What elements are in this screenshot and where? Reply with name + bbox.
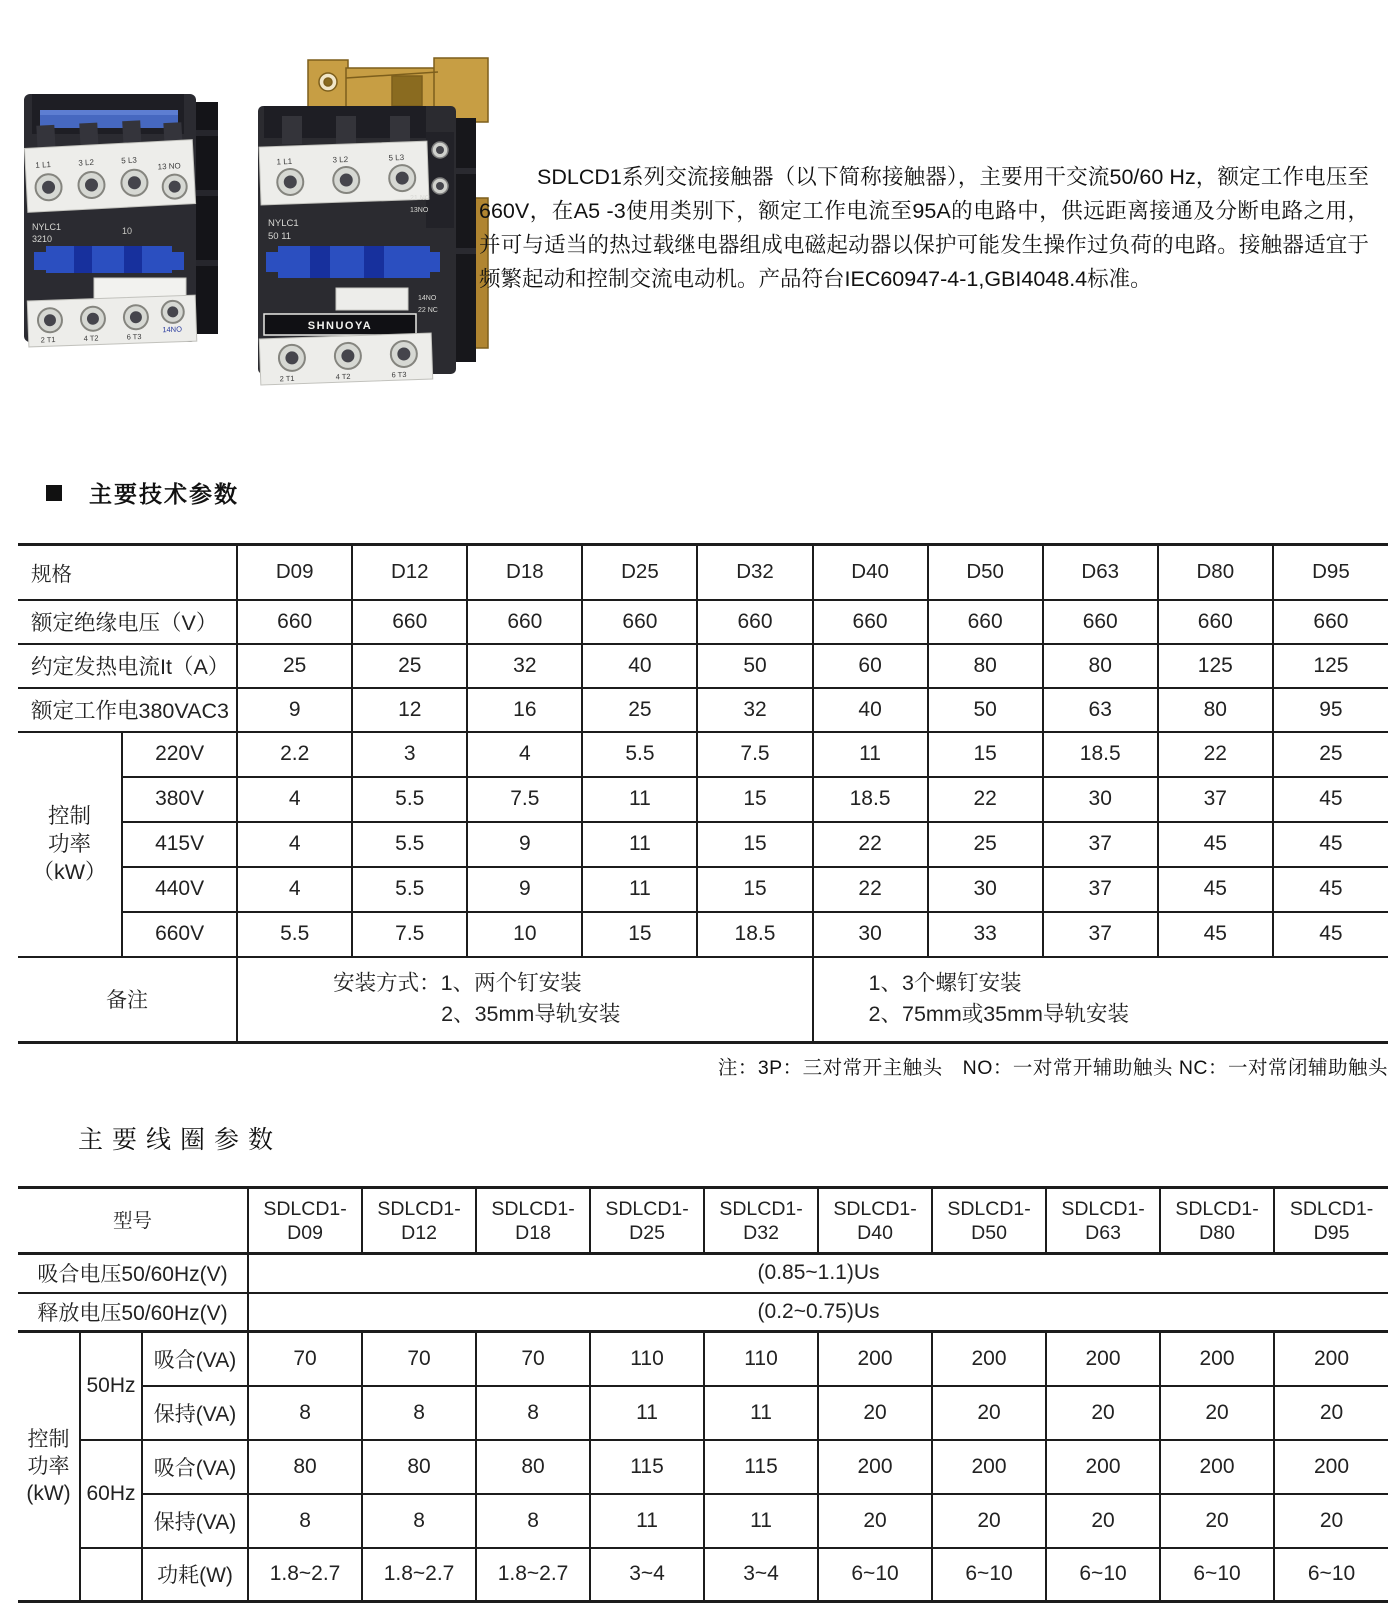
value-cell: D80 — [1158, 545, 1273, 600]
value-cell: 11 — [704, 1494, 818, 1548]
value-cell: 660 — [352, 600, 467, 644]
value-cell: 20 — [1160, 1494, 1274, 1548]
value-cell: 40 — [582, 644, 697, 688]
aux-label: 14NO — [418, 295, 437, 302]
value-cell: 11 — [813, 732, 928, 777]
value-cell: 4 — [237, 867, 352, 912]
value-cell: 15 — [928, 732, 1043, 777]
value-cell: 80 — [476, 1440, 590, 1494]
table-row-release-voltage — [18, 1293, 1388, 1332]
value-cell: 45 — [1273, 777, 1388, 822]
value-cell: 22 — [813, 822, 928, 867]
value-cell: 20 — [818, 1494, 932, 1548]
value-cell: 2.2 — [237, 732, 352, 777]
value-cell: 25 — [237, 644, 352, 688]
value-cell: 25 — [352, 644, 467, 688]
brand-label: SHNUOYA — [307, 320, 373, 332]
value-cell: 5.5 — [352, 777, 467, 822]
value-cell: 11 — [704, 1386, 818, 1440]
value-cell: 200 — [932, 1332, 1046, 1386]
terminal-label: 5 L3 — [388, 153, 405, 163]
value-cell: 70 — [362, 1332, 476, 1386]
value-cell: 5.5 — [582, 732, 697, 777]
table-row-pickup-voltage — [18, 1254, 1388, 1293]
value-cell: 37 — [1043, 822, 1158, 867]
section-title-coil-params: 主要线圈参数 — [78, 1126, 283, 1154]
table-row — [18, 1548, 1388, 1602]
row-label: 额定工作电380VAC3 — [18, 688, 237, 732]
model-header-cell: SDLCD1- D18 — [476, 1188, 590, 1254]
tech-params-table — [18, 543, 1388, 1044]
model-header-cell: SDLCD1- D32 — [704, 1188, 818, 1254]
terminal-label: 6 T3 — [391, 369, 407, 380]
value-cell: 6~10 — [932, 1548, 1046, 1602]
sub-row-label: 吸合(VA) — [142, 1440, 248, 1494]
table-row — [18, 688, 1388, 732]
value-cell: 8 — [362, 1494, 476, 1548]
value-cell: 660 — [1158, 600, 1273, 644]
value-cell: 25 — [582, 688, 697, 732]
value-cell: D32 — [697, 545, 812, 600]
table-row-remark — [18, 957, 1388, 1043]
value-cell: 18.5 — [813, 777, 928, 822]
value-cell: 80 — [248, 1440, 362, 1494]
value-cell: 10 — [467, 912, 582, 957]
model-header-cell: SDLCD1- D25 — [590, 1188, 704, 1254]
remark-mounting-small: 安装方式：1、两个钉安装 2、35mm导轨安装 — [237, 957, 812, 1043]
table-row — [18, 822, 1388, 867]
value-cell: 30 — [928, 867, 1043, 912]
value-cell: 12 — [352, 688, 467, 732]
value-cell: 15 — [697, 777, 812, 822]
section-title: 主要技术参数 — [89, 481, 239, 507]
value-cell: 18.5 — [1043, 732, 1158, 777]
value-cell: 20 — [932, 1494, 1046, 1548]
value-cell: 125 — [1158, 644, 1273, 688]
model-header-cell: SDLCD1- D12 — [362, 1188, 476, 1254]
value-cell: D25 — [582, 545, 697, 600]
terminal-label: 6 T3 — [126, 332, 142, 342]
value-cell: 9 — [467, 867, 582, 912]
model-header-cell: SDLCD1- D63 — [1046, 1188, 1160, 1254]
value-cell: 6~10 — [1046, 1548, 1160, 1602]
terminal-label: 4 T2 — [335, 371, 351, 382]
value-cell: 20 — [1160, 1386, 1274, 1440]
value-cell: 3~4 — [590, 1548, 704, 1602]
value-cell: 11 — [582, 867, 697, 912]
value-cell: 20 — [1046, 1494, 1160, 1548]
value-cell: 20 — [818, 1386, 932, 1440]
terminal-label: 2 T1 — [40, 335, 56, 345]
table-row — [18, 644, 1388, 688]
value-cell: 95 — [1273, 688, 1388, 732]
value-cell: 80 — [928, 644, 1043, 688]
value-cell: 3 — [352, 732, 467, 777]
value-cell: 15 — [582, 912, 697, 957]
value-cell: 9 — [467, 822, 582, 867]
value-cell: 8 — [476, 1386, 590, 1440]
value-cell: 20 — [932, 1386, 1046, 1440]
value-cell: 22 — [928, 777, 1043, 822]
value-cell: D12 — [352, 545, 467, 600]
sub-row-label: 吸合(VA) — [142, 1332, 248, 1386]
terminal-label: 4 T2 — [83, 333, 99, 344]
model-header-cell: SDLCD1- D09 — [248, 1188, 362, 1254]
coil-params-table — [18, 1186, 1388, 1603]
model-label: NYLC1 — [268, 218, 299, 229]
value-cell: 5.5 — [352, 867, 467, 912]
group-label-control-power: 控制 功率 (kW) — [18, 1332, 80, 1602]
value-cell: 80 — [1158, 688, 1273, 732]
value-cell: 660 — [813, 600, 928, 644]
table-row — [18, 1332, 1388, 1386]
value-cell: 11 — [582, 777, 697, 822]
value-cell: 660 — [237, 600, 352, 644]
value-cell: 50 — [928, 688, 1043, 732]
value-cell: 45 — [1273, 822, 1388, 867]
value-cell: 22 — [813, 867, 928, 912]
value-cell: D09 — [237, 545, 352, 600]
value-cell: 200 — [932, 1440, 1046, 1494]
release-voltage-value: (0.2~0.75)Us — [248, 1293, 1388, 1332]
value-cell: 200 — [818, 1332, 932, 1386]
table-row — [18, 1440, 1388, 1494]
row-label: 吸合电压50/60Hz(V) — [18, 1254, 248, 1293]
value-cell: 32 — [467, 644, 582, 688]
value-cell: 70 — [476, 1332, 590, 1386]
contactor-small-illustration — [18, 80, 240, 356]
table-row — [18, 1386, 1388, 1440]
value-cell: 8 — [476, 1494, 590, 1548]
value-cell: 660 — [582, 600, 697, 644]
group-label-control-power: 控制 功率 （kW） — [18, 732, 122, 957]
table-footnote: 注：3P：三对常开主触头 NO：一对常开辅助触头 NC：一对常闭辅助触头 — [717, 1057, 1388, 1079]
value-cell: 6~10 — [1160, 1548, 1274, 1602]
value-cell: 4 — [467, 732, 582, 777]
value-cell: 8 — [248, 1386, 362, 1440]
sub-row-label: 保持(VA) — [142, 1386, 248, 1440]
value-cell: 11 — [582, 822, 697, 867]
value-cell: 4 — [237, 822, 352, 867]
value-cell: 110 — [590, 1332, 704, 1386]
value-cell: 20 — [1274, 1494, 1388, 1548]
terminal-label: 3 L2 — [78, 157, 95, 168]
sub-row-label: 660V — [122, 912, 237, 957]
value-cell: 33 — [928, 912, 1043, 957]
value-cell: 660 — [1273, 600, 1388, 644]
value-cell: 25 — [1273, 732, 1388, 777]
terminal-label: 2 T1 — [279, 373, 295, 384]
value-cell: 45 — [1273, 912, 1388, 957]
sub-row-label: 415V — [122, 822, 237, 867]
model-label: NYLC1 — [32, 222, 62, 232]
table-row — [18, 600, 1388, 644]
value-cell: 6~10 — [818, 1548, 932, 1602]
terminal-label: 5 L3 — [121, 155, 138, 166]
sub-row-label: 440V — [122, 867, 237, 912]
value-cell: 8 — [362, 1386, 476, 1440]
value-cell: 125 — [1273, 644, 1388, 688]
value-cell: 15 — [697, 822, 812, 867]
value-cell: 50 — [697, 644, 812, 688]
contactor-photo-small — [18, 80, 240, 361]
value-cell: 30 — [1043, 777, 1158, 822]
value-cell: 25 — [928, 822, 1043, 867]
row-label: 释放电压50/60Hz(V) — [18, 1293, 248, 1332]
aux-label: 21 NC — [410, 195, 430, 202]
value-cell: 200 — [1046, 1440, 1160, 1494]
value-cell: 1.8~2.7 — [362, 1548, 476, 1602]
value-cell: D63 — [1043, 545, 1158, 600]
sub-row-label: 保持(VA) — [142, 1494, 248, 1548]
value-cell: 7.5 — [697, 732, 812, 777]
row-label: 规格 — [18, 545, 237, 600]
model-header-cell: SDLCD1- D50 — [932, 1188, 1046, 1254]
sub-row-label: 220V — [122, 732, 237, 777]
model-header-cell: SDLCD1- D40 — [818, 1188, 932, 1254]
contactor-photo-large — [252, 48, 494, 395]
value-cell: 200 — [1160, 1440, 1274, 1494]
row-label: 备注 — [18, 957, 237, 1043]
pickup-voltage-value: (0.85~1.1)Us — [248, 1254, 1388, 1293]
freq-label-empty — [80, 1548, 142, 1602]
table-row — [18, 867, 1388, 912]
value-cell: 18.5 — [697, 912, 812, 957]
value-cell: 110 — [704, 1332, 818, 1386]
value-cell: 22 — [1158, 732, 1273, 777]
value-cell: 45 — [1158, 912, 1273, 957]
value-cell: 660 — [467, 600, 582, 644]
value-cell: 40 — [813, 688, 928, 732]
value-cell: 70 — [248, 1332, 362, 1386]
table-row-models — [18, 1188, 1388, 1254]
value-cell: 20 — [1046, 1386, 1160, 1440]
code-label: 10 — [122, 226, 133, 236]
table-row — [18, 1494, 1388, 1548]
aux-label: 13NO — [410, 207, 429, 214]
value-cell: 200 — [1046, 1332, 1160, 1386]
value-cell: 200 — [1160, 1332, 1274, 1386]
value-cell: 45 — [1158, 822, 1273, 867]
value-cell: 200 — [818, 1440, 932, 1494]
value-cell: 115 — [704, 1440, 818, 1494]
value-cell: 9 — [237, 688, 352, 732]
value-cell: 80 — [362, 1440, 476, 1494]
section-bullet-icon — [46, 485, 62, 501]
sub-row-label: 功耗(W) — [142, 1548, 248, 1602]
table-row — [18, 912, 1388, 957]
value-cell: 1.8~2.7 — [248, 1548, 362, 1602]
value-cell: D50 — [928, 545, 1043, 600]
value-cell: D95 — [1273, 545, 1388, 600]
row-label: 型号 — [18, 1188, 248, 1254]
value-cell: 63 — [1043, 688, 1158, 732]
remark-mounting-large: 1、3个螺钉安装 2、75mm或35mm导轨安装 — [813, 957, 1388, 1043]
contactor-large-illustration — [252, 48, 494, 390]
value-cell: 7.5 — [467, 777, 582, 822]
model-header-cell: SDLCD1- D80 — [1160, 1188, 1274, 1254]
terminal-label: 3 L2 — [332, 154, 349, 165]
value-cell: 5.5 — [352, 822, 467, 867]
value-cell: 80 — [1043, 644, 1158, 688]
model-label: 50 11 — [268, 231, 292, 242]
table-row — [18, 732, 1388, 777]
sub-row-label: 380V — [122, 777, 237, 822]
value-cell: 660 — [1043, 600, 1158, 644]
value-cell: 4 — [237, 777, 352, 822]
aux-label: 22 NC — [418, 307, 438, 314]
value-cell: 45 — [1158, 867, 1273, 912]
row-label: 额定绝缘电压（V） — [18, 600, 237, 644]
value-cell: 200 — [1274, 1332, 1388, 1386]
value-cell: 11 — [590, 1494, 704, 1548]
terminal-label: 1 L1 — [35, 160, 52, 170]
terminal-label: 14NO — [162, 324, 183, 335]
product-description: SDLCD1系列交流接触器（以下简称接触器），主要用干交流50/60 Hz，额定工作电压至660V，在A5 -3使用类别下，额定工作电流至95A的电路中，供远距离接通及分断电路之用，并可与适当的热过载继电器组成电磁起动器以保护可能发生操作过负荷的电路。接触器适宜于频繁起动和控制交流电动机。产品符台IEC60947-4-1,GBI4048.4标准。 — [479, 165, 1369, 291]
value-cell: D18 — [467, 545, 582, 600]
value-cell: 660 — [697, 600, 812, 644]
value-cell: 660 — [928, 600, 1043, 644]
table-row — [18, 777, 1388, 822]
table-row-spec — [18, 545, 1388, 600]
value-cell: 16 — [467, 688, 582, 732]
value-cell: 3~4 — [704, 1548, 818, 1602]
value-cell: 15 — [697, 867, 812, 912]
value-cell: 1.8~2.7 — [476, 1548, 590, 1602]
terminal-label: 1 L1 — [276, 156, 293, 167]
value-cell: 200 — [1274, 1440, 1388, 1494]
model-header-cell: SDLCD1- D95 — [1274, 1188, 1388, 1254]
value-cell: 37 — [1043, 867, 1158, 912]
value-cell: 11 — [590, 1386, 704, 1440]
value-cell: 37 — [1158, 777, 1273, 822]
freq-label-50hz: 50Hz — [80, 1332, 142, 1440]
freq-label-60hz: 60Hz — [80, 1440, 142, 1548]
value-cell: 115 — [590, 1440, 704, 1494]
value-cell: 6~10 — [1274, 1548, 1388, 1602]
section-header-tech-params — [46, 476, 239, 509]
terminal-label: 13 NO — [157, 161, 181, 172]
row-label: 约定发热电流It（A） — [18, 644, 237, 688]
value-cell: 20 — [1274, 1386, 1388, 1440]
value-cell: 45 — [1273, 867, 1388, 912]
value-cell: 7.5 — [352, 912, 467, 957]
value-cell: 8 — [248, 1494, 362, 1548]
value-cell: 5.5 — [237, 912, 352, 957]
value-cell: 60 — [813, 644, 928, 688]
value-cell: 30 — [813, 912, 928, 957]
value-cell: 32 — [697, 688, 812, 732]
value-cell: 37 — [1043, 912, 1158, 957]
model-label: 3210 — [32, 234, 53, 244]
value-cell: D40 — [813, 545, 928, 600]
